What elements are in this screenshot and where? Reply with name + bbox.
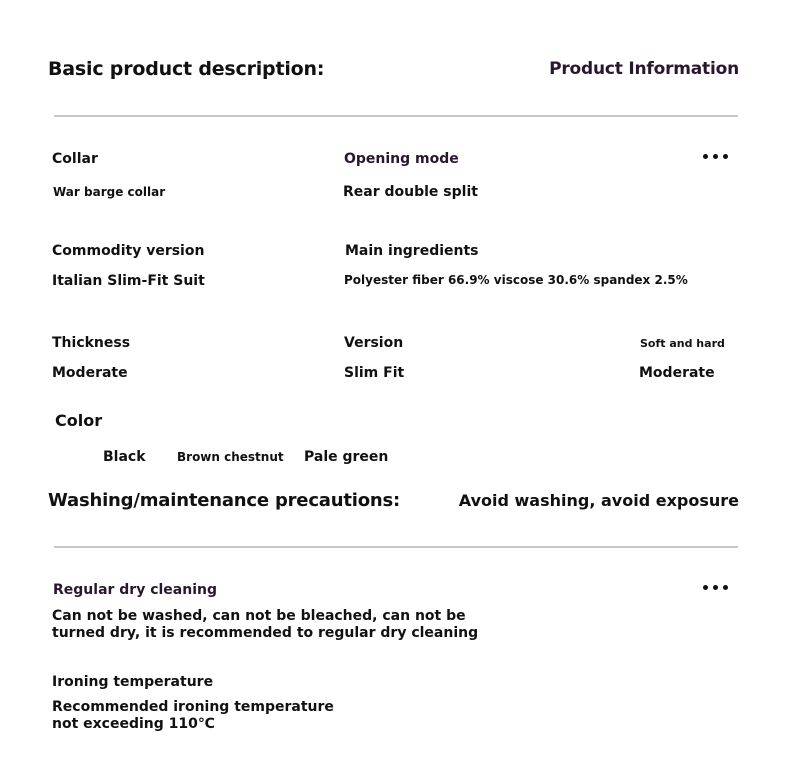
value-thickness: Moderate [52, 365, 128, 381]
value-soft-and-hard: Moderate [639, 365, 715, 381]
color-option-black[interactable]: Black [103, 449, 146, 465]
label-main-ingredients: Main ingredients [345, 243, 479, 259]
value-commodity-version: Italian Slim-Fit Suit [52, 273, 205, 289]
value-version: Slim Fit [344, 365, 405, 381]
value-opening-mode: Rear double split [343, 184, 478, 200]
label-opening-mode: Opening mode [344, 151, 459, 167]
label-version: Version [344, 335, 404, 351]
label-thickness: Thickness [52, 335, 131, 351]
section-right-title-avoid-washing: Avoid washing, avoid exposure [458, 491, 739, 510]
label-commodity-version: Commodity version [52, 243, 205, 259]
more-dots-icon[interactable] [703, 154, 728, 159]
section-title-basic-description: Basic product description: [48, 58, 325, 80]
value-collar: War barge collar [53, 185, 166, 199]
color-option-brown-chestnut[interactable]: Brown chestnut [177, 450, 284, 464]
color-option-pale-green[interactable]: Pale green [304, 449, 389, 465]
divider [54, 115, 738, 117]
value-regular-dry-cleaning: Can not be washed, can not be bleached, can not be turned dry, it is recommended to regular dry cleaning [52, 608, 479, 641]
section-right-title-product-information: Product Information [549, 59, 739, 79]
value-ironing-temperature: Recommended ironing temperature not exceeding 110℃ [52, 699, 334, 732]
label-regular-dry-cleaning: Regular dry cleaning [53, 582, 218, 598]
value-main-ingredients: Polyester fiber 66.9% viscose 30.6% spandex 2.5% [344, 273, 688, 287]
label-soft-and-hard: Soft and hard [640, 337, 725, 350]
label-color: Color [55, 411, 103, 430]
label-ironing-temperature: Ironing temperature [52, 674, 214, 690]
more-dots-icon[interactable] [703, 585, 728, 590]
label-collar: Collar [52, 151, 98, 167]
divider [54, 546, 738, 548]
section-title-washing-precautions: Washing/maintenance precautions: [48, 490, 401, 511]
